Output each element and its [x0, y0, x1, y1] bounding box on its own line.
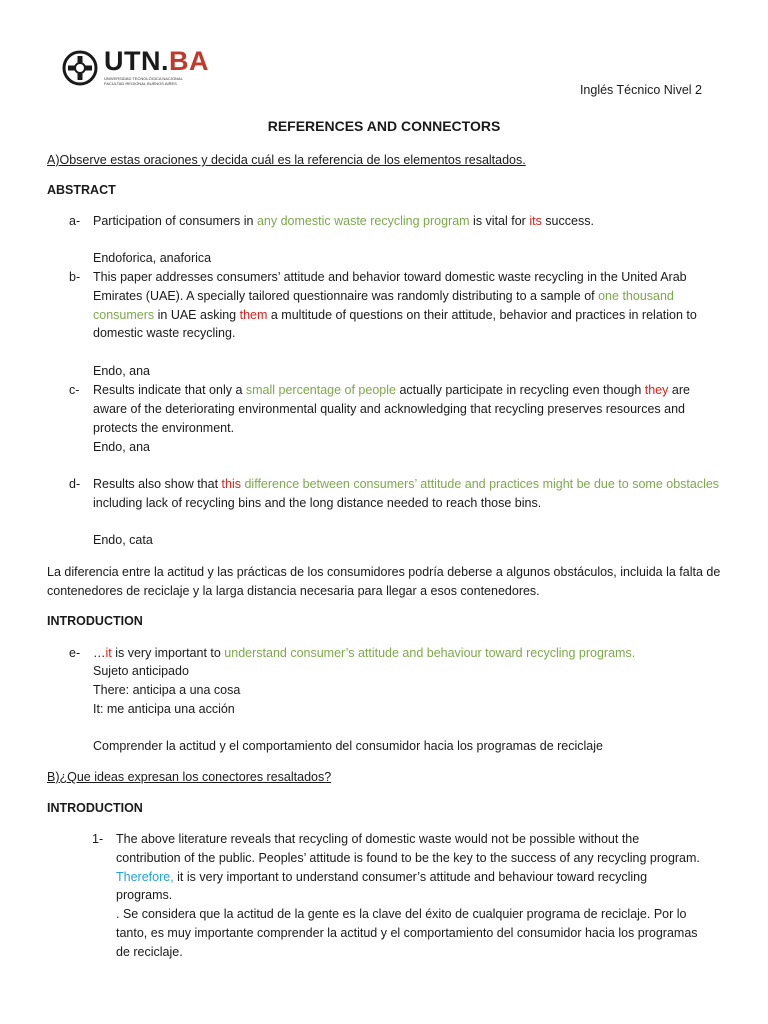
item-b-answer: Endo, ana — [93, 364, 150, 378]
highlight-green: understand consumer’s attitude and behaviour toward recycling programs. — [224, 646, 636, 660]
item-text: Participation of consumers in any domestic waste recycling program is vital for its success. — [93, 214, 594, 228]
item-text: …it is very important to understand consumer’s attitude and behaviour toward recycling programs. — [93, 646, 636, 660]
section-a-instruction: A)Observe estas oraciones y decida cuál es la referencia de los elementos resaltados. — [47, 153, 526, 167]
logo-wordmark: UTN.BA — [104, 46, 210, 76]
highlight-red: them — [239, 307, 268, 322]
page-title: REFERENCES AND CONNECTORS — [267, 118, 501, 134]
section-b-introduction-heading: INTRODUCTION — [47, 801, 143, 815]
highlight-green: small percentage of people — [245, 383, 396, 397]
item-text: This paper addresses consumers’ attitude and behavior toward domestic waste recycling in the United Arab Emirates (UAE). A specially tailored questionnaire was randomly distributing to a sample of one thousand consumers in UAE asking them a multitude of questions on their attitude, behavior and practices in relation to domestic waste recycling. — [93, 270, 697, 341]
item-text: The above literature reveals that recycling of domestic waste would not be possible without the contribution of the public. Peoples’ attitude is found to be the key to the success of any recycling program. Therefore, it is very important to understand consumer’s attitude and behaviour toward recycling programs. . Se considera que la actitud de la gente es la clave del éxito de cualquier programa de reciclaje. Por lo tanto, es muy importante comprender la actitud y el comportamiento del consumidor hacia los programas de reciclaje. — [116, 830, 706, 962]
item-marker: 1- — [92, 832, 104, 846]
item-marker: c- — [69, 383, 80, 397]
item-c-answer: Endo, ana — [93, 440, 150, 454]
highlight-red: this — [221, 477, 241, 491]
utn-ba-logo — [62, 46, 210, 92]
spanish-translation: La diferencia entre la actitud y las prácticas de los consumidores podría deberse a algunos obstáculos, incluida la falta de contenedores de reciclaje y la larga distancia necesaria para llegar a esos contenedores. — [47, 565, 721, 598]
highlight-blue-connector: Therefore, — [116, 869, 174, 884]
item-marker: e- — [69, 646, 81, 660]
item-e-note-3: It: me anticipa una acción — [93, 702, 235, 716]
item-text: Results indicate that only a small percentage of people actually participate in recycling even though they are aware of the deteriorating environmental quality and acknowledging that recycling preserves resources and protects the environment. — [93, 383, 690, 435]
highlight-green: difference between consumers’ attitude and practices might be due to some obstacles — [241, 477, 720, 491]
highlight-green: one thousand consumers — [93, 288, 674, 322]
highlight-red: it — [105, 646, 112, 660]
logo-subtitle: UNIVERSIDAD TECNOLÓGICA NACIONAL FACULTAD REGIONAL BUENOS AIRES — [104, 76, 183, 86]
utn-emblem-icon — [62, 50, 98, 86]
introduction-heading: INTRODUCTION — [47, 614, 143, 628]
item-text: Results also show that this difference between consumers’ attitude and practices might be due to some obstacles including lack of recycling bins and the long distance needed to reach those bins. — [93, 477, 720, 510]
item-d-answer: Endo, cata — [93, 533, 153, 547]
course-label: Inglés Técnico Nivel 2 — [579, 83, 702, 97]
item-marker: d- — [69, 477, 81, 491]
item-e-translation: Comprender la actitud y el comportamiento del consumidor hacia los programas de reciclaje — [93, 739, 603, 753]
item-a-answer: Endoforica, anaforica — [93, 251, 212, 265]
item-marker: a- — [69, 214, 81, 228]
highlight-red: they — [644, 383, 669, 397]
highlight-green: any domestic waste recycling program — [256, 214, 470, 228]
item-1-translation: . Se considera que la actitud de la gente es la clave del éxito de cualquier programa de reciclaje. Por lo tanto, es muy importante comprender la actitud y el comportamiento del consumidor hacia los programas de reciclaje. — [116, 907, 698, 959]
section-b-instruction: B)¿Que ideas expresan los conectores resaltados? — [47, 770, 332, 784]
item-e-note-1: Sujeto anticipado — [93, 664, 189, 678]
item-e-note-2: There: anticipa a una cosa — [93, 683, 241, 697]
abstract-heading: ABSTRACT — [47, 183, 116, 197]
highlight-red: its — [529, 214, 542, 228]
item-marker: b- — [69, 270, 81, 284]
